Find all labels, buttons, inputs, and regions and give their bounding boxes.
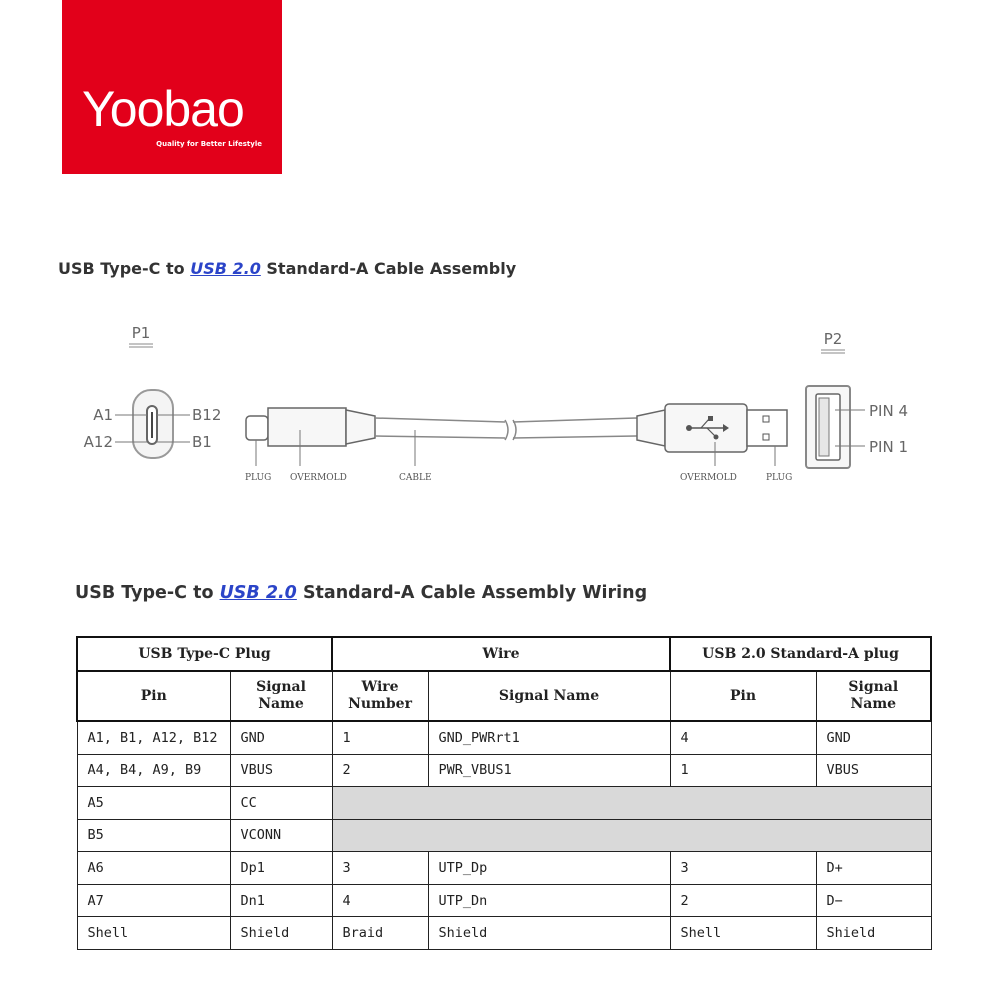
table-cell: D+ <box>816 852 931 885</box>
usb2-link[interactable]: USB 2.0 <box>219 583 297 603</box>
wiring-title <box>75 583 647 603</box>
table-row <box>77 884 931 917</box>
table-row <box>77 721 931 754</box>
table-cell: CC <box>230 787 332 820</box>
pin-a1-label: A1 <box>93 406 113 424</box>
table-cell: Shield <box>230 917 332 950</box>
cable-icon <box>375 418 637 440</box>
table-cell: VCONN <box>230 819 332 852</box>
table-cell: A6 <box>77 852 230 885</box>
table-cell: GND <box>230 721 332 754</box>
title-suffix: Standard-A Cable Assembly Wiring <box>302 583 648 603</box>
table-cell: 1 <box>670 754 816 787</box>
title-prefix: USB Type-C to <box>58 259 185 278</box>
p2-label: P2 <box>823 330 843 348</box>
yoobao-logo <box>62 0 282 174</box>
table-cell: 2 <box>332 754 428 787</box>
table-cell: Dp1 <box>230 852 332 885</box>
p1-label: P1 <box>131 324 151 342</box>
table-cell: A7 <box>77 884 230 917</box>
table-cell: B5 <box>77 819 230 852</box>
unconnected-cell <box>332 787 931 820</box>
table-cell: Dn1 <box>230 884 332 917</box>
column-header: Signal Name <box>230 671 332 721</box>
column-header: Wire Number <box>332 671 428 721</box>
table-cell: 4 <box>332 884 428 917</box>
pin1-label: PIN 1 <box>869 438 909 456</box>
table-cell: UTP_Dn <box>428 884 670 917</box>
table-cell: PWR_VBUS1 <box>428 754 670 787</box>
type-c-port-icon <box>133 390 173 458</box>
column-header: Signal Name <box>428 671 670 721</box>
table-row <box>77 819 931 852</box>
overmold-right-label: OVERMOLD <box>680 473 737 483</box>
group-header-row <box>77 637 931 671</box>
pin-a12-label: A12 <box>83 433 113 451</box>
table-row <box>77 754 931 787</box>
table-cell: GND_PWRrt1 <box>428 721 670 754</box>
table-cell: VBUS <box>230 754 332 787</box>
table-cell: UTP_Dp <box>428 852 670 885</box>
column-header: Signal Name <box>816 671 931 721</box>
usb-a-plug-icon <box>637 404 787 452</box>
table-cell: VBUS <box>816 754 931 787</box>
type-c-plug-icon <box>246 408 375 446</box>
table-cell: A5 <box>77 787 230 820</box>
column-header: Pin <box>77 671 230 721</box>
table-row <box>77 852 931 885</box>
group-header: USB Type-C Plug <box>77 637 332 671</box>
cable-drawing <box>75 318 935 498</box>
overmold-left-label: OVERMOLD <box>290 473 347 483</box>
table-cell: D− <box>816 884 931 917</box>
table-cell: 3 <box>332 852 428 885</box>
column-header-row <box>77 671 931 721</box>
table-cell: Shell <box>77 917 230 950</box>
wiring-table <box>76 636 932 950</box>
table-row <box>77 787 931 820</box>
table-cell: 2 <box>670 884 816 917</box>
group-header: USB 2.0 Standard-A plug <box>670 637 931 671</box>
cable-assembly-diagram <box>75 318 935 498</box>
unconnected-cell <box>332 819 931 852</box>
plug-right-label: PLUG <box>766 473 793 483</box>
logo-brand-text: Yoobao <box>82 81 244 137</box>
table-cell: Braid <box>332 917 428 950</box>
pin-b12-label: B12 <box>192 406 222 424</box>
cable-assembly-title <box>58 259 516 278</box>
usb-a-port-icon <box>806 386 850 468</box>
table-cell: GND <box>816 721 931 754</box>
table-cell: A4, B4, A9, B9 <box>77 754 230 787</box>
logo-tagline: Quality for Better Lifestyle <box>156 140 262 148</box>
table-row <box>77 917 931 950</box>
table-cell: 3 <box>670 852 816 885</box>
table-cell: Shield <box>816 917 931 950</box>
plug-left-label: PLUG <box>245 473 272 483</box>
pin-b1-label: B1 <box>192 433 212 451</box>
title-suffix: Standard-A Cable Assembly <box>266 259 517 278</box>
pin4-label: PIN 4 <box>869 402 909 420</box>
table-cell: A1, B1, A12, B12 <box>77 721 230 754</box>
table-cell: Shield <box>428 917 670 950</box>
table-cell: Shell <box>670 917 816 950</box>
table-cell: 1 <box>332 721 428 754</box>
usb2-link[interactable]: USB 2.0 <box>190 259 261 278</box>
table-cell: 4 <box>670 721 816 754</box>
group-header: Wire <box>332 637 670 671</box>
column-header: Pin <box>670 671 816 721</box>
cable-label: CABLE <box>399 473 432 483</box>
title-prefix: USB Type-C to <box>75 583 214 603</box>
